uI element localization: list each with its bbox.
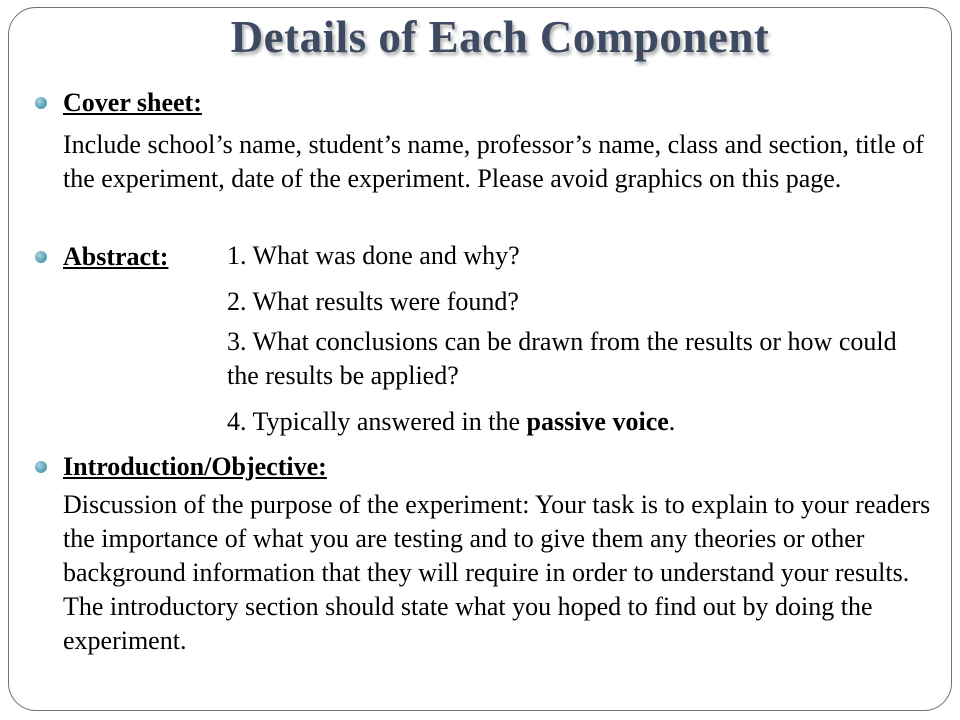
abstract-item-2: 2. What results were found? [227,287,519,316]
cover-sheet-body: Include school’s name, student’s name, professor’s name, class and section, title of the experiment, date of the experiment. Please avoid graphics on this page. [63,130,924,193]
abstract-item-3: 3. What conclusions can be drawn from the results or how could the results be applied? [227,327,897,390]
bullet-icon [35,97,47,109]
abstract-heading: Abstract: [63,242,169,271]
bullet-icon [35,251,47,263]
bullet-icon [35,461,47,473]
abstract-item-4-end: . [668,407,676,436]
abstract-item-4-text: 4. Typically answered in the [227,407,527,436]
slide-title: Details of Each Component [230,12,770,62]
passive-voice-emphasis: passive voice [526,407,669,436]
abstract-item-1: 1. What was done and why? [227,241,520,270]
abstract-item-4 [227,405,927,439]
introduction-body: Discussion of the purpose of the experiment: Your task is to explain to your readers the importance of what you are testing and to give them any theories or other background information that they will require in order to understand your results. The introductory section should state what you hoped to find out by doing the experiment. [63,490,931,655]
introduction-heading: Introduction/Objective: [63,452,327,481]
cover-sheet-heading: Cover sheet: [63,88,202,117]
